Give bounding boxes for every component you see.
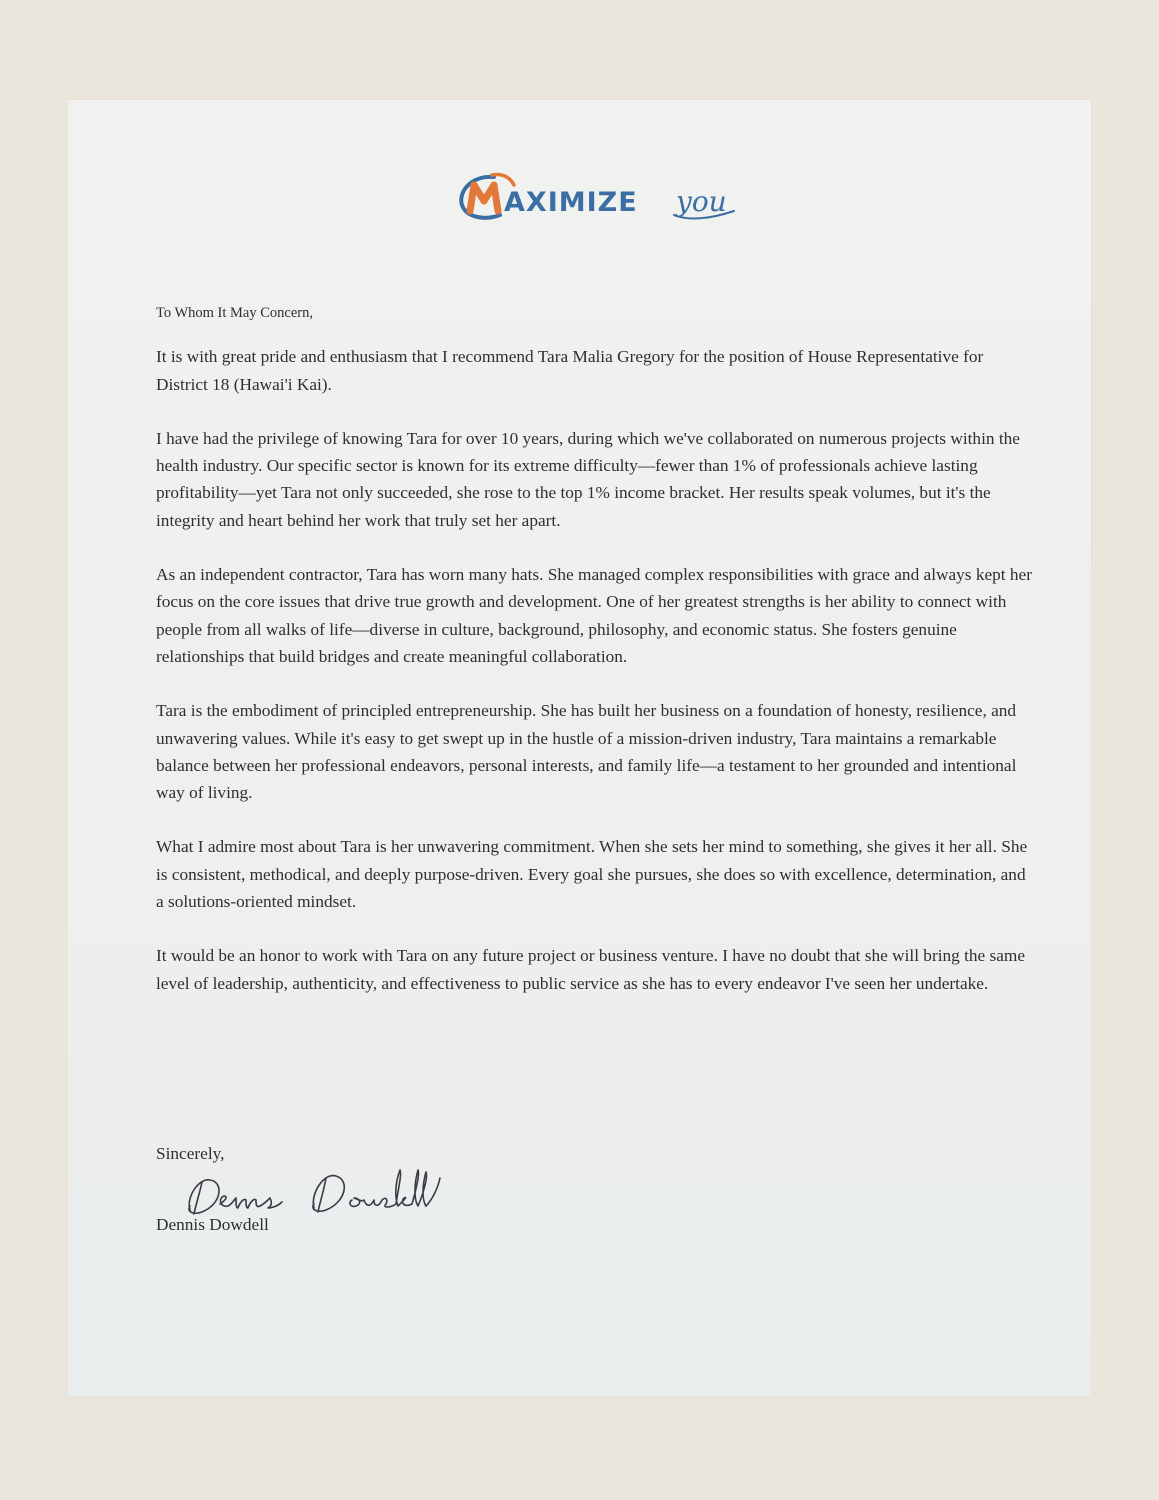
paragraph-2: I have had the privilege of knowing Tara for over 10 years, during which we've collaborated on numerous projects within the health industry. Our specific sector is known for its extreme difficulty—fewer than 1% of professionals achieve lasting profitability—yet Tara not only succeeded, she rose to the top 1% income bracket. Her results speak volumes, but it's the integrity and heart behind her work that truly set her apart. xyxy=(156,428,1020,530)
paragraph-6: It would be an honor to work with Tara on any future project or business venture. I have no doubt that she will bring the same level of leadership, authenticity, and effectiveness to public service as she has to every endeavor I've seen her undertake. xyxy=(156,946,1026,993)
paragraph-4: Tara is the embodiment of principled entrepreneurship. She has built her business on a foundation of honesty, resilience, and unwavering values. While it's easy to get swept up in the hustle of a mission-driven industry, Tara maintains a remarkable balance between her professional endeavors, personal interests, and family life—a testament to her grounded and intentional way of living. xyxy=(156,701,1017,803)
svg-text:you: you xyxy=(676,185,727,218)
letter-page xyxy=(68,100,1091,1396)
svg-text:AXIMIZE: AXIMIZE xyxy=(504,187,638,218)
paragraph-3: As an independent contractor, Tara has worn many hats. She managed complex responsibilities with grace and always kept her focus on the core issues that drive true growth and development. One of her greatest strengths is her ability to connect with people from all walks of life—diverse in culture, background, philosophy, and economic status. She fosters genuine relationships that build bridges and create meaningful collaboration. xyxy=(156,565,1032,666)
maximize-you-logo xyxy=(448,165,748,225)
signer-name: Dennis Dowdell xyxy=(156,1215,269,1234)
letter-body xyxy=(156,300,1036,1024)
paragraph-5: What I admire most about Tara is her unwavering commitment. When she sets her mind to something, she gives it her all. She is consistent, methodical, and deeply purpose-driven. Every goal she pursues, she does so with excellence, determination, and a solutions-oriented mindset. xyxy=(156,837,1028,912)
salutation: To Whom It May Concern, xyxy=(156,305,313,321)
closing: Sincerely, xyxy=(156,1144,225,1163)
paragraph-1: It is with great pride and enthusiasm that I recommend Tara Malia Gregory for the position of House Representative for District 18 (Hawai'i Kai). xyxy=(156,347,984,394)
